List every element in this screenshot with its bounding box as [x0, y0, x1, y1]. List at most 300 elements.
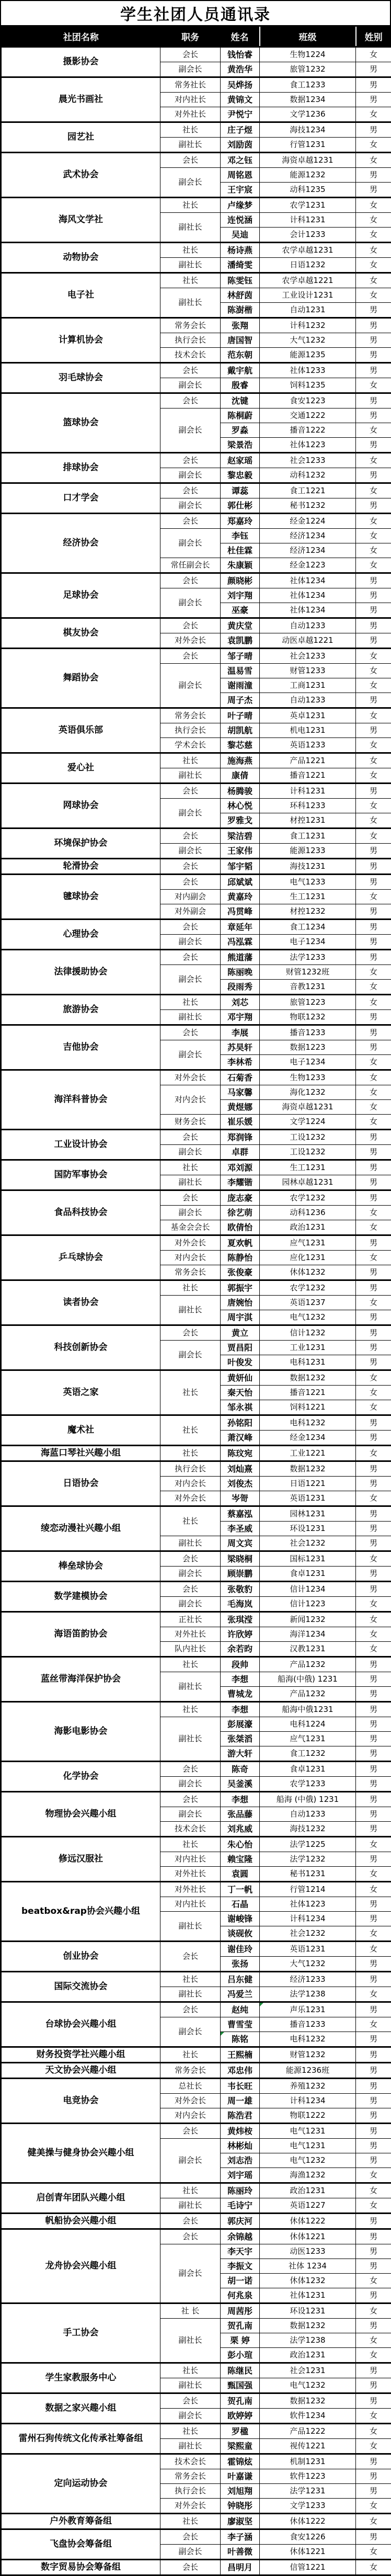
member-row [1, 2124, 391, 2139]
gender-cell: 男 [356, 2124, 391, 2139]
member-row [1, 1070, 391, 1085]
club-name-cell: 足球协会 [1, 573, 160, 618]
member-row [1, 453, 391, 468]
gender-cell: 女 [356, 2409, 391, 2424]
gender-cell: 男 [356, 1325, 391, 1341]
position-cell: 副会长 [160, 168, 221, 198]
club-name-cell: 雷州石狗传统文化传承社筹备组 [1, 2424, 160, 2454]
gender-cell: 女 [356, 453, 391, 468]
club-name-cell: 飞盘协会筹备组 [1, 2529, 160, 2560]
position-cell: 副会长 [160, 498, 221, 514]
class-cell: 休体1222 [260, 2214, 356, 2229]
gender-cell: 男 [356, 1957, 391, 1972]
member-row [1, 753, 391, 768]
gender-cell: 男 [356, 1852, 391, 1867]
gender-cell: 女 [356, 1206, 391, 1220]
member-name-cell: 张敬豹 [221, 1582, 260, 1597]
member-name-cell: 曹城龙 [221, 1687, 260, 1702]
gender-cell: 男 [356, 1912, 391, 1926]
position-cell: 社长 [160, 1837, 221, 1852]
member-row [1, 514, 391, 529]
gender-cell: 男 [356, 62, 391, 77]
position-cell: 会长 [160, 829, 221, 844]
class-cell: 会计1233 [260, 228, 356, 243]
class-cell: 数据1232 [260, 1370, 356, 1386]
club-name-cell: 海影电影协会 [1, 1702, 160, 1762]
class-cell: 社体 1234 [260, 2259, 356, 2274]
member-name-cell: 梁洁碧 [221, 829, 260, 844]
member-name-cell: 段帅 [221, 1657, 260, 1672]
position-cell: 社长 [160, 1370, 221, 1415]
class-cell: 行管1214 [260, 1882, 356, 1897]
class-cell: 饲料1221 [260, 1400, 356, 1415]
member-name-cell: 张琪滢 [221, 1612, 260, 1627]
position-cell: 社长 [160, 2183, 221, 2198]
member-name-cell: 杨腾骏 [221, 784, 260, 799]
class-cell: 交通1222 [260, 408, 356, 423]
position-cell: 社长 [160, 753, 221, 768]
class-cell: 软件1234 [260, 2409, 356, 2424]
member-name-cell: 邹宇韬 [221, 859, 260, 875]
position-cell: 副会长 [160, 1807, 221, 1822]
member-name-cell: 王熙楠 [221, 2047, 260, 2063]
club-name-cell: 帆船协会兴趣小组 [1, 2214, 160, 2229]
position-cell: 对内会长 [160, 1085, 221, 1115]
club-name-cell: 轮滑协会 [1, 859, 160, 875]
position-cell: 会长 [160, 920, 221, 935]
class-cell: 经济1234 [260, 543, 356, 558]
class-cell: 数据1223 [260, 1040, 356, 1055]
gender-cell: 女 [356, 2274, 391, 2288]
member-name-cell: 段雨秀 [221, 980, 260, 995]
position-cell: 副会长 [160, 2545, 221, 2560]
gender-cell: 女 [356, 2333, 391, 2348]
member-name-cell: 邓刘源 [221, 1160, 260, 1175]
member-name-cell: 黄妍仙 [221, 1370, 260, 1386]
member-row [1, 1325, 391, 1341]
position-cell: 副会长 [160, 468, 221, 483]
position-cell: 常务社长 [160, 77, 221, 93]
class-cell: 农学1232 [260, 1280, 356, 1296]
class-cell: 文学1224 [260, 1115, 356, 1130]
gender-cell: 女 [356, 529, 391, 543]
member-name-cell: 颜晓彬 [221, 573, 260, 588]
gender-cell: 男 [356, 2484, 391, 2499]
class-cell: 大气1232 [260, 333, 356, 348]
position-cell: 社长 [160, 1972, 221, 1987]
club-name-cell: 经济协会 [1, 514, 160, 573]
gender-cell: 女 [356, 1491, 391, 1506]
class-cell: 工设1232 [260, 1130, 356, 1145]
member-name-cell: 吴迪 [221, 228, 260, 243]
class-cell: 环设1231 [260, 2303, 356, 2319]
position-cell: 对外会长 [160, 1491, 221, 1506]
class-cell: 英语1233 [260, 738, 356, 753]
gender-cell: 男 [356, 920, 391, 935]
club-name-cell: 国防军事协会 [1, 1160, 160, 1190]
position-cell: 队内社长 [160, 1642, 221, 1657]
class-cell: 农学1233 [260, 1777, 356, 1792]
member-name-cell: 黄锦文 [221, 93, 260, 107]
class-cell: 能源1233 [260, 844, 356, 859]
member-name-cell: 刘励茵 [221, 138, 260, 153]
class-cell: 经金1234 [260, 1431, 356, 1446]
member-name-cell: 刘宇翔 [221, 588, 260, 603]
member-name-cell: 欧倩怡 [221, 1220, 260, 1235]
position-cell: 对外会长 [160, 1235, 221, 1251]
gender-cell: 女 [356, 1627, 391, 1642]
comment-marker-icon [260, 2003, 263, 2006]
member-name-cell: 谢佳玲 [221, 1942, 260, 1957]
position-cell: 对外会长 [160, 2094, 221, 2108]
class-cell: 能源1236班 [260, 2063, 356, 2079]
position-cell: 会长 [160, 573, 221, 588]
gender-cell: 女 [356, 1055, 391, 1070]
club-name-cell: 乒乓球协会 [1, 1235, 160, 1280]
comment-marker-icon [221, 2032, 224, 2036]
member-name-cell: 李振文 [221, 2259, 260, 2274]
class-cell: 播音1222 [260, 423, 356, 438]
member-row [1, 920, 391, 935]
gender-cell: 女 [356, 1987, 391, 2002]
member-name-cell: 余锦越 [221, 2229, 260, 2244]
class-cell: 软件1223 [260, 2469, 356, 2484]
member-name-cell: 谈砚攸 [221, 1926, 260, 1942]
gender-cell: 男 [356, 2363, 391, 2378]
member-row [1, 2393, 391, 2409]
class-cell: 电科1224 [260, 1717, 356, 1732]
member-name-cell: 朱心怡 [221, 1837, 260, 1852]
class-cell: 日语1221 [260, 1477, 356, 1491]
gender-cell: 男 [356, 633, 391, 649]
member-name-cell: 张翔 [221, 318, 260, 333]
club-name-cell: 定向运动协会 [1, 2454, 160, 2514]
position-cell: 社长 [160, 2047, 221, 2063]
member-name-cell: 冯贯峰 [221, 904, 260, 920]
gender-cell: 男 [356, 1235, 391, 1251]
column-header-2: 姓名 [221, 26, 260, 47]
position-cell: 社长 [160, 1415, 221, 1446]
class-cell: 海技1231 [260, 859, 356, 875]
gender-cell: 女 [356, 273, 391, 288]
gender-cell: 男 [356, 1341, 391, 1355]
gender-cell: 女 [356, 2348, 391, 2363]
class-cell: 社会1231 [260, 2363, 356, 2378]
position-cell: 副会长 [160, 935, 221, 950]
position-cell: 对外会长 [160, 633, 221, 649]
class-cell: 动科1232 [260, 468, 356, 483]
club-name-cell: 数据之家兴趣小组 [1, 2393, 160, 2424]
position-cell: 社长 [160, 995, 221, 1010]
member-name-cell: 连悦涵 [221, 213, 260, 228]
position-cell: 执行会长 [160, 1461, 221, 1477]
class-cell: 经济1233 [260, 1972, 356, 1987]
member-name-cell: 陈澍楷 [221, 303, 260, 318]
gender-cell: 男 [356, 1807, 391, 1822]
class-cell: 电科1231 [260, 1355, 356, 1370]
member-name-cell: 刘俊杰 [221, 1477, 260, 1491]
gender-cell: 女 [356, 2183, 391, 2198]
position-cell: 副会长 [160, 2017, 221, 2047]
club-name-cell: 口才学会 [1, 483, 160, 514]
member-name-cell: 夏欢帆 [221, 1235, 260, 1251]
gender-cell: 女 [356, 2198, 391, 2214]
position-cell: 副社长 [160, 2198, 221, 2214]
gender-cell: 女 [356, 2560, 391, 2575]
member-name-cell: 周宇淇 [221, 1310, 260, 1325]
class-cell: 船海(中俄) 1231 [260, 1672, 356, 1687]
gender-cell: 男 [356, 1265, 391, 1280]
member-row [1, 1972, 391, 1987]
member-row [1, 2454, 391, 2469]
class-cell: 社会1233 [260, 453, 356, 468]
header-row [1, 26, 391, 47]
class-cell: 计科1231 [260, 213, 356, 228]
gender-cell: 男 [356, 1025, 391, 1040]
position-cell: 社长 [160, 1160, 221, 1175]
club-name-cell: 蓝丝带海洋保护协会 [1, 1657, 160, 1702]
position-cell: 社长 [160, 243, 221, 258]
gender-cell: 男 [356, 438, 391, 453]
gender-cell: 男 [356, 1702, 391, 1717]
club-directory-table [0, 25, 391, 2576]
class-cell: 政治1231 [260, 1220, 356, 1235]
position-cell: 对内副会 [160, 890, 221, 904]
position-cell: 副社长 [160, 1987, 221, 2002]
gender-cell: 女 [356, 829, 391, 844]
position-cell: 会长 [160, 2229, 221, 2244]
position-cell: 社长 [160, 1657, 221, 1672]
class-cell: 国标1231 [260, 1551, 356, 1567]
member-row [1, 1415, 391, 1431]
member-name-cell: 梁熙童 [221, 2439, 260, 2454]
position-cell: 常务会长 [160, 1265, 221, 1280]
class-cell: 大气1232 [260, 1957, 356, 1972]
member-name-cell: 陈铭 [221, 2032, 260, 2047]
member-name-cell: 岑哿 [221, 1491, 260, 1506]
class-cell: 视传1221 [260, 2439, 356, 2454]
gender-cell: 男 [356, 333, 391, 348]
gender-cell: 男 [356, 1310, 391, 1325]
gender-cell: 女 [356, 1642, 391, 1657]
class-cell: 社体1223 [260, 1897, 356, 1912]
gender-cell: 男 [356, 1280, 391, 1296]
member-name-cell: 黎忠毅 [221, 468, 260, 483]
member-name-cell: 黎芯慈 [221, 738, 260, 753]
class-cell: 电气1233 [260, 875, 356, 890]
member-name-cell: 王家伟 [221, 844, 260, 859]
member-name-cell: 丁一帆 [221, 1882, 260, 1897]
column-header-0: 社团名称 [1, 26, 160, 47]
member-row [1, 649, 391, 664]
member-name-cell: 昌明月 [221, 2560, 260, 2575]
member-name-cell: 萧汉峰 [221, 1431, 260, 1446]
member-name-cell: 叶善微 [221, 2545, 260, 2560]
member-name-cell: 胡一诺 [221, 2274, 260, 2288]
position-cell: 会长 [160, 1325, 221, 1341]
gender-cell: 女 [356, 47, 391, 62]
class-cell: 物联1222 [260, 2108, 356, 2124]
class-cell: 物联1232 [260, 1010, 356, 1025]
member-row [1, 1190, 391, 1206]
member-name-cell: 冯爱兰 [221, 1987, 260, 2002]
club-name-cell: 网球协会 [1, 784, 160, 829]
class-cell: 产品1232 [260, 1687, 356, 1702]
class-cell: 生物1233 [260, 1070, 356, 1085]
member-name-cell: 彭展濠 [221, 1717, 260, 1732]
member-name-cell: 周子杰 [221, 693, 260, 708]
club-name-cell: 科技创新协会 [1, 1325, 160, 1370]
member-name-cell: 李天宇 [221, 2244, 260, 2259]
class-cell: 动科1235 [260, 183, 356, 198]
class-cell: 旅管1232 [260, 62, 356, 77]
member-row [1, 618, 391, 633]
class-cell: 船海 (中俄) 1231 [260, 1792, 356, 1807]
gender-cell: 男 [356, 603, 391, 618]
member-name-cell: 范东朝 [221, 348, 260, 363]
club-name-cell: 天文协会兴趣小组 [1, 2063, 160, 2079]
gender-cell: 男 [356, 2288, 391, 2303]
member-name-cell: 梁景浩 [221, 438, 260, 453]
member-name-cell: 李钰 [221, 529, 260, 543]
member-name-cell: 陈丽玲 [221, 2183, 260, 2198]
member-row [1, 829, 391, 844]
class-cell: 食工1233 [260, 77, 356, 93]
member-name-cell: 陈丽晚 [221, 965, 260, 980]
page-title: 学生社团人员通讯录 [0, 0, 391, 25]
position-cell: 执行会长 [160, 723, 221, 738]
member-row [1, 1582, 391, 1597]
class-cell: 英卓1231 [260, 708, 356, 723]
member-name-cell: 谭蕊 [221, 483, 260, 498]
position-cell: 副社长 [160, 1536, 221, 1551]
position-cell: 对内社长 [160, 1897, 221, 1912]
gender-cell: 男 [356, 1160, 391, 1175]
gender-cell: 男 [356, 393, 391, 408]
class-cell: 生工1231 [260, 890, 356, 904]
class-cell: 农学卓越1231 [260, 243, 356, 258]
member-row [1, 1762, 391, 1777]
class-cell: 社会1233 [260, 649, 356, 664]
club-name-cell: 化学协会 [1, 1762, 160, 1792]
club-name-cell: 日语协会 [1, 1461, 160, 1506]
gender-cell: 女 [356, 1926, 391, 1942]
member-row [1, 1130, 391, 1145]
gender-cell: 女 [356, 1837, 391, 1852]
class-cell: 食工1232 [260, 1746, 356, 1762]
position-cell: 学术会长 [160, 738, 221, 753]
member-name-cell: 石晶 [221, 1897, 260, 1912]
class-cell: 机电1231 [260, 723, 356, 738]
position-cell: 副会长 [160, 664, 221, 708]
member-name-cell: 钱怡睿 [221, 47, 260, 62]
class-cell: 海技1234 [260, 122, 356, 138]
gender-cell: 女 [356, 1251, 391, 1265]
member-name-cell: 唐婉怡 [221, 1296, 260, 1310]
position-cell: 社长 [160, 122, 221, 138]
position-cell: 对内会长 [160, 2108, 221, 2124]
gender-cell: 男 [356, 1732, 391, 1746]
gender-cell: 男 [356, 1687, 391, 1702]
class-cell: 数据1232 [260, 2393, 356, 2409]
member-row [1, 708, 391, 723]
member-name-cell: 郑嘉玲 [221, 514, 260, 529]
position-cell: 对内社长 [160, 93, 221, 107]
class-cell: 农学1231 [260, 198, 356, 213]
class-cell: 法学1225 [260, 1837, 356, 1852]
member-name-cell: 李圣威 [221, 1522, 260, 1536]
position-cell: 会长 [160, 950, 221, 965]
member-row [1, 2183, 391, 2198]
position-cell: 技术会长 [160, 348, 221, 363]
member-name-cell: 巫豪 [221, 603, 260, 618]
member-name-cell: 杜佳霖 [221, 543, 260, 558]
class-cell: 音教1231 [260, 980, 356, 995]
member-row [1, 1657, 391, 1672]
member-name-cell: 陈雯钰 [221, 273, 260, 288]
position-cell: 会长 [160, 649, 221, 664]
member-row [1, 2514, 391, 2529]
member-name-cell: 石菊香 [221, 1070, 260, 1085]
member-row [1, 1280, 391, 1296]
position-cell: 会长 [160, 1582, 221, 1597]
position-cell: 技术会长 [160, 2454, 221, 2469]
position-cell: 副会长 [160, 2409, 221, 2424]
class-cell: 养殖1232 [260, 2079, 356, 2094]
class-cell: 社会1232 [260, 1536, 356, 1551]
member-row [1, 483, 391, 498]
class-cell: 动医1233 [260, 2244, 356, 2259]
position-cell: 副会长 [160, 588, 221, 618]
position-cell: 副社长 [160, 288, 221, 318]
member-name-cell: 戴宇航 [221, 363, 260, 378]
gender-cell: 男 [356, 1145, 391, 1160]
gender-cell: 女 [356, 799, 391, 813]
member-row [1, 2079, 391, 2094]
class-cell: 经济1234 [260, 529, 356, 543]
gender-cell: 男 [356, 1672, 391, 1687]
club-name-cell: 心理协会 [1, 920, 160, 950]
member-name-cell: 陈静怡 [221, 1251, 260, 1265]
member-row [1, 2002, 391, 2017]
member-name-cell: 叶嘉谦 [221, 2469, 260, 2484]
gender-cell: 男 [356, 363, 391, 378]
member-name-cell: 殷睿 [221, 378, 260, 393]
member-row [1, 2529, 391, 2545]
class-cell: 园林1231 [260, 1506, 356, 1522]
class-cell: 秘书1232 [260, 498, 356, 514]
member-name-cell: 袁凯鹏 [221, 633, 260, 649]
member-name-cell: 毛诗宁 [221, 2198, 260, 2214]
gender-cell: 女 [356, 2545, 391, 2560]
gender-cell: 女 [356, 107, 391, 122]
member-name-cell: 刘志浩 [221, 2153, 260, 2168]
member-name-cell: 罗淼 [221, 423, 260, 438]
club-name-cell: 绫恋动漫社兴趣小组 [1, 1506, 160, 1551]
position-cell: 会长 [160, 2214, 221, 2229]
gender-cell: 男 [356, 588, 391, 603]
member-name-cell: 刘芯 [221, 995, 260, 1010]
class-cell: 能源1232 [260, 168, 356, 183]
gender-cell: 男 [356, 1762, 391, 1777]
position-cell: 财务会长 [160, 1115, 221, 1130]
class-cell: 环科1233 [260, 799, 356, 813]
gender-cell: 女 [356, 678, 391, 693]
member-name-cell: 周铭恩 [221, 168, 260, 183]
member-row [1, 875, 391, 890]
gender-cell: 女 [356, 738, 391, 753]
class-cell: 秘书1231 [260, 1867, 356, 1882]
